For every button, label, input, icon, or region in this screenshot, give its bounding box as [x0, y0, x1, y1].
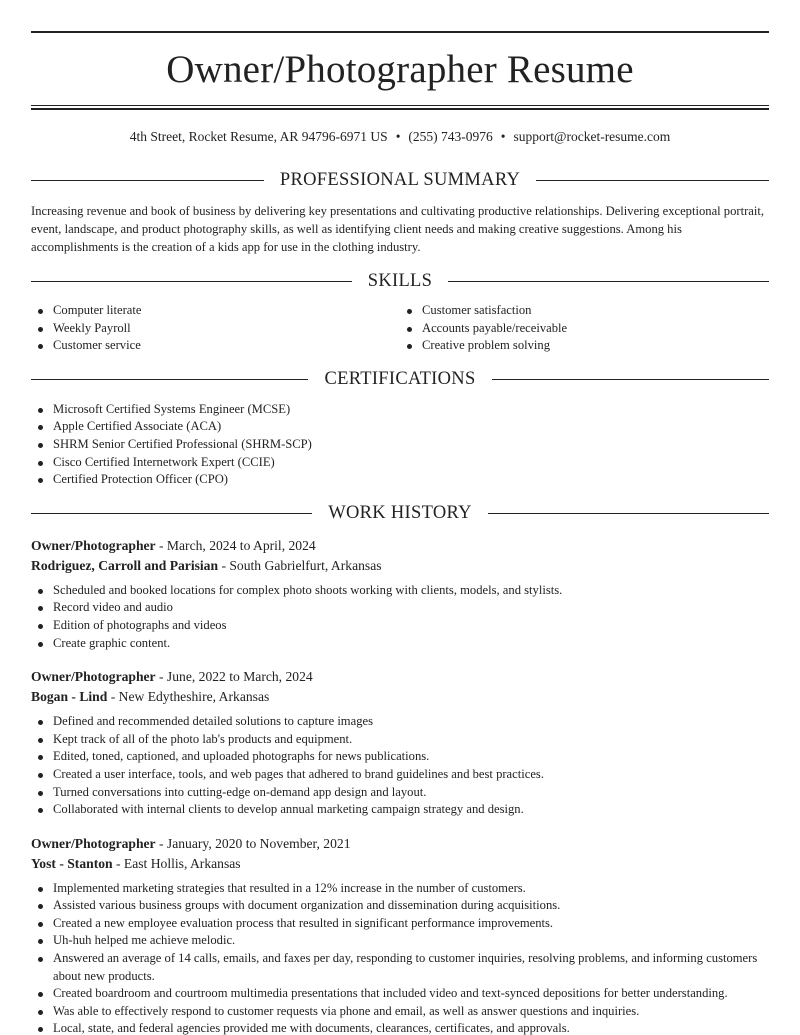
job-company-line [31, 854, 769, 874]
section-header-certifications [31, 367, 769, 393]
list-item: Edition of photographs and videos [31, 617, 769, 635]
job-company: Bogan - Lind [31, 689, 108, 705]
list-item: Answered an average of 14 calls, emails, and faxes per day, responding to customer inquiries, resolving problems, and informing customers about new products. [31, 950, 769, 985]
list-item: Certified Protection Officer (CPO) [31, 471, 769, 489]
list-item: Local, state, and federal agencies provided me with documents, clearances, certificates, and approvals. [31, 1020, 769, 1035]
contact-line [31, 128, 769, 146]
job-company-line [31, 687, 769, 707]
section-header-summary [31, 167, 769, 193]
job-company: Yost - Stanton [31, 855, 113, 871]
list-item: Scheduled and booked locations for complex photo shoots working with clients, models, and stylists. [31, 582, 769, 600]
job-location: - East Hollis, Arkansas [112, 855, 241, 871]
list-item: Microsoft Certified Systems Engineer (MCSE) [31, 401, 769, 419]
contact-separator: • [500, 129, 506, 144]
section-rule-left [31, 281, 352, 282]
list-item: Kept track of all of the photo lab's products and equipment. [31, 731, 769, 749]
job-title: Owner/Photographer [31, 835, 156, 851]
resume-title: Owner/Photographer Resume [166, 48, 634, 91]
job-title: Owner/Photographer [31, 537, 156, 553]
job-duties-list [31, 713, 769, 819]
list-item: Implemented marketing strategies that resulted in a 12% increase in the number of customers. [31, 880, 769, 898]
list-item: Create graphic content. [31, 635, 769, 653]
section-rule-left [31, 513, 312, 514]
section-rule-right [488, 513, 769, 514]
job-location: - South Gabrielfurt, Arkansas [218, 557, 382, 573]
list-item: Turned conversations into cutting-edge on-demand app design and layout. [31, 784, 769, 802]
contact-phone: (255) 743-0976 [408, 129, 493, 144]
job-entry [31, 667, 769, 819]
section-header-work-history [31, 501, 769, 527]
section-title-work-history: WORK HISTORY [328, 503, 472, 524]
job-duties-list [31, 582, 769, 652]
section-rule-right [448, 281, 769, 282]
section-rule-left [31, 379, 308, 380]
section-rule-right [536, 180, 769, 181]
list-item: Defined and recommended detailed solutions to capture images [31, 713, 769, 731]
section-title-certifications: CERTIFICATIONS [324, 369, 476, 390]
list-item: Was able to effectively respond to customer requests via phone and email, as well as answer questions and inquiries. [31, 1003, 769, 1021]
list-item: Customer service [31, 337, 400, 355]
list-item: Weekly Payroll [31, 320, 400, 338]
job-dates: - June, 2022 to March, 2024 [155, 669, 313, 685]
list-item: Creative problem solving [400, 337, 769, 355]
contact-separator: • [395, 129, 401, 144]
list-item: Apple Certified Associate (ACA) [31, 418, 769, 436]
list-item: Customer satisfaction [400, 302, 769, 320]
job-title: Owner/Photographer [31, 669, 156, 685]
skills-grid [31, 302, 769, 355]
list-item: Created boardroom and courtroom multimedia presentations that included video and text-synced depositions for better understanding. [31, 985, 769, 1003]
contact-address: 4th Street, Rocket Resume, AR 94796-6971 US [129, 129, 388, 144]
job-title-line [31, 834, 769, 854]
list-item: Cisco Certified Internetwork Expert (CCIE) [31, 454, 769, 472]
section-rule-left [31, 180, 264, 181]
list-item: SHRM Senior Certified Professional (SHRM-SCP) [31, 436, 769, 454]
list-item: Accounts payable/receivable [400, 320, 769, 338]
section-header-skills [31, 268, 769, 294]
job-title-line [31, 536, 769, 556]
resume-page [31, 31, 769, 1035]
job-entry [31, 536, 769, 652]
list-item: Edited, toned, captioned, and uploaded photographs for news publications. [31, 748, 769, 766]
list-item: Collaborated with internal clients to develop annual marketing campaign strategy and design. [31, 801, 769, 819]
job-duties-list [31, 880, 769, 1035]
job-dates: - March, 2024 to April, 2024 [155, 537, 316, 553]
section-rule-right [492, 379, 769, 380]
top-rule [31, 31, 769, 33]
work-history-list [31, 536, 769, 1035]
list-item: Uh-huh helped me achieve melodic. [31, 932, 769, 950]
professional-summary-text: Increasing revenue and book of business by delivering key presentations and cultivating productive relationships. Delivering exceptional portrait, event, landscape, and product photography skills, as well as identifying client needs and making creative suggestions. Among his accomplishments is the creation of a kids app for use in the clothing industry. [31, 204, 765, 254]
skills-list-right [400, 302, 769, 355]
section-title-summary: PROFESSIONAL SUMMARY [279, 169, 521, 190]
contact-email: support@rocket-resume.com [513, 129, 671, 144]
job-dates: - January, 2020 to November, 2021 [155, 835, 351, 851]
list-item: Assisted various business groups with document organization and dissemination during acquisitions. [31, 897, 769, 915]
list-item: Created a user interface, tools, and web pages that adhered to brand guidelines and best practices. [31, 766, 769, 784]
job-title-line [31, 667, 769, 687]
job-location: - New Edytheshire, Arkansas [107, 689, 270, 705]
job-company: Rodriguez, Carroll and Parisian [31, 557, 219, 573]
list-item: Record video and audio [31, 599, 769, 617]
list-item: Computer literate [31, 302, 400, 320]
certifications-list [31, 401, 769, 489]
section-title-skills: SKILLS [367, 270, 433, 291]
list-item: Created a new employee evaluation process that resulted in significant performance improvements. [31, 915, 769, 933]
job-entry [31, 834, 769, 1035]
job-company-line [31, 556, 769, 576]
skills-list-left [31, 302, 400, 355]
title-double-rule [31, 105, 769, 110]
